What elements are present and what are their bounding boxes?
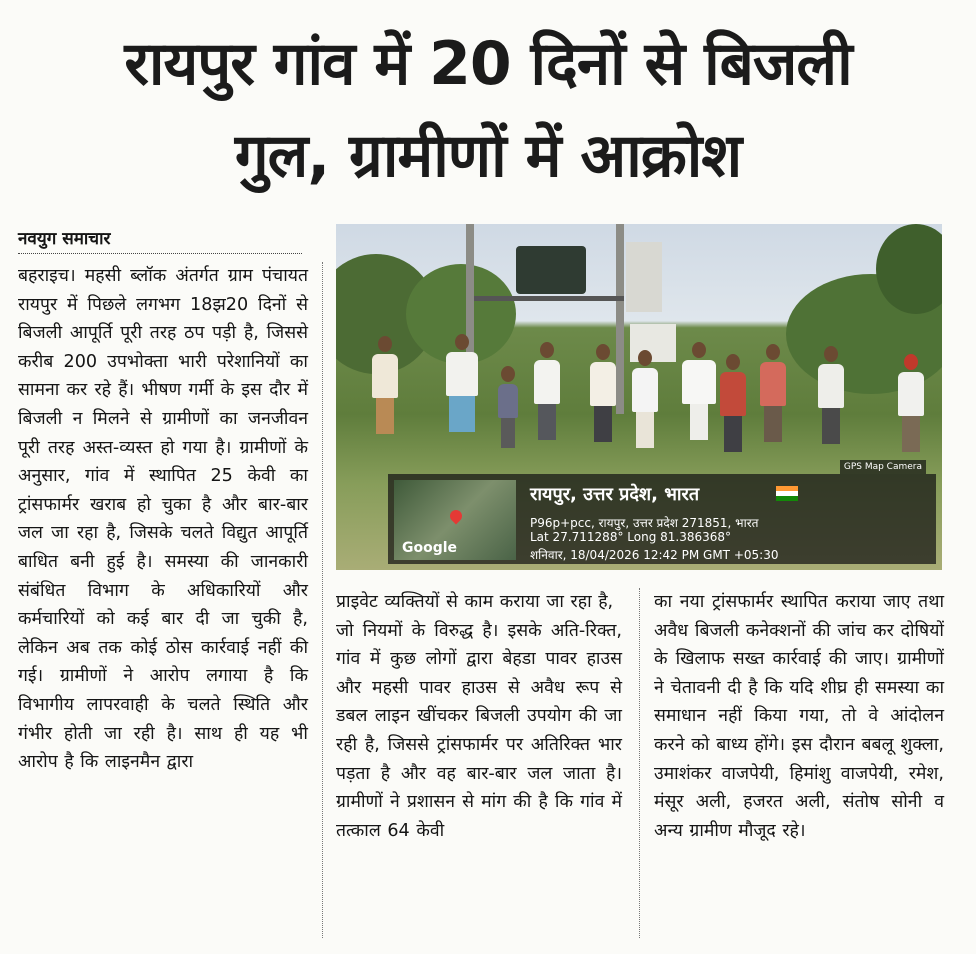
- villager: [898, 354, 924, 452]
- column-divider: [639, 588, 640, 938]
- map-pin-icon: [448, 508, 465, 525]
- transformer-platform: [474, 296, 624, 301]
- article-column-3: [654, 588, 944, 845]
- column-divider: [322, 262, 323, 938]
- villager: [372, 336, 398, 434]
- article-column-2: [336, 588, 622, 845]
- column-2-text-b: जो नियमों के विरुद्ध है। इसके अति-रिक्त, गांव में कुछ लोगों द्वारा बेहडा पावर हाउस और महसी पावर हाउस से अवैध रूप से डबल लाइन खींचकर बिजली उपयोग की जा रही है, जिससे ट्रांसफार्मर पर अतिरिक्त भार पड़ता है और वह बार-बार जल जाता है। ग्रामीणों ने प्रशासन से मांग की है कि गांव में तत्काल 64 केवी: [336, 620, 622, 841]
- villager: [498, 366, 518, 448]
- gps-datetime: शनिवार, 18/04/2026 12:42 PM GMT +05:30: [530, 548, 779, 562]
- villager: [632, 350, 658, 448]
- villager: [818, 346, 844, 444]
- villager: [590, 344, 616, 442]
- villager: [682, 342, 716, 440]
- villager: [534, 342, 560, 440]
- camera-label: GPS Map Camera: [840, 460, 926, 474]
- map-thumbnail: [394, 480, 516, 560]
- villager: [720, 354, 746, 452]
- gps-address: P96p+pcc, रायपुर, उत्तर प्रदेश 271851, भारत: [530, 516, 759, 530]
- headline-line-2: गुल, ग्रामीणों में आक्रोश: [234, 121, 742, 191]
- column-3-text: का नया ट्रांसफार्मर स्थापित कराया जाए तथा अवैध बिजली कनेक्शनों की जांच कर दोषियों के खिलाफ सख्त कार्रवाई की जाए। ग्रामीणों ने चेतावनी दी है कि यदि शीघ्र ही समस्या का समाधान नहीं किया गया, तो वे आंदोलन करने को बाध्य होंगे। इस दौरान बबलू शुक्ला, उमाशंकर वाजपेयी, हिमांशु वाजपेयी, रमेश, मंसूर अली, हजरत अली, संतोष सोनी व अन्य ग्रामीण मौजूद रहे।: [654, 592, 944, 841]
- transformer: [516, 246, 586, 294]
- villager: [760, 344, 786, 442]
- electric-box: [626, 242, 662, 312]
- map-label: Google: [402, 540, 458, 556]
- villager: [446, 334, 478, 432]
- electric-pole: [616, 224, 624, 414]
- byline: नवयुग समाचार: [18, 226, 302, 254]
- article-column-1: [18, 262, 308, 777]
- news-photo: [336, 224, 942, 570]
- gps-overlay: [388, 462, 936, 564]
- gps-place: रायपुर, उत्तर प्रदेश, भारत: [530, 484, 700, 505]
- india-flag-icon: [776, 486, 798, 501]
- gps-coords: Lat 27.711288° Long 81.386368°: [530, 530, 732, 544]
- headline-line-1: रायपुर गांव में 20 दिनों से बिजली: [124, 29, 852, 99]
- column-2-text-a: प्राइवेट व्यक्तियों से काम कराया जा रहा है,: [336, 592, 614, 612]
- column-1-text: बहराइच। महसी ब्लॉक अंतर्गत ग्राम पंचायत रायपुर में पिछले लगभग 18झ20 दिनों से बिजली आपूर्ति पूरी तरह ठप पड़ी है, जिससे करीब 200 उपभोक्ता भारी परेशानियों का सामना कर रहे हैं। भीषण गर्मी के इस दौर में बिजली न मिलने से ग्रामीणों का जनजीवन पूरी तरह अस्त-व्यस्त हो गया है। ग्रामीणों के अनुसार, गांव में स्थापित 25 केवी का ट्रांसफार्मर खराब हो चुका है और बार-बार जल जा रहा है, जिसके चलते विद्युत आपूर्ति बाधित बनी हुई है। समस्या की जानकारी संबंधित विभाग के अधिकारियों और कर्मचारियों को कई बार दी जा चुकी है, लेकिन अब तक कोई ठोस कार्रवाई नहीं की गई। ग्रामीणों ने आरोप लगाया है कि विभागीय लापरवाही के चलते स्थिति और गंभीर होती जा रही है। साथ ही यह भी आरोप है कि लाइनमैन द्वारा: [18, 266, 308, 773]
